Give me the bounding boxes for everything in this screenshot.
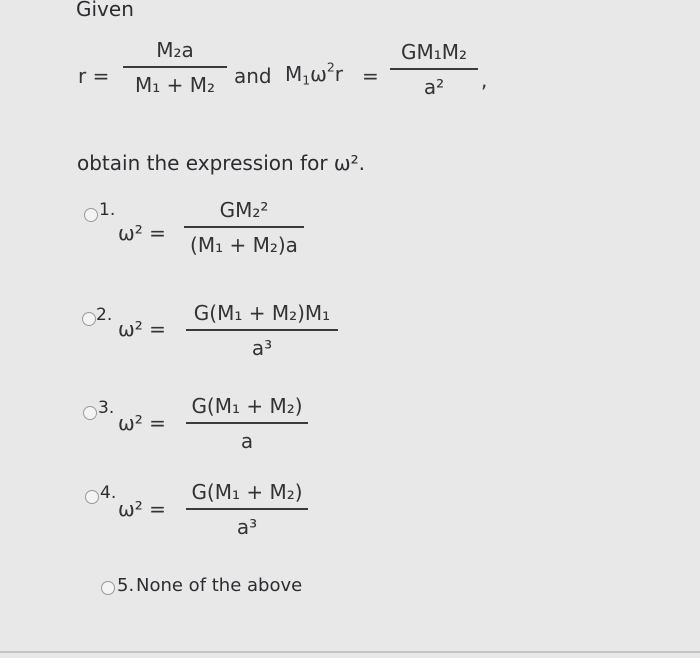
option-numerator: G(M₁ + M₂)M₁	[193, 301, 331, 325]
option-fraction	[186, 303, 338, 358]
gravity-numerator: GM₁M₂	[400, 40, 468, 64]
r-numerator: M₂a	[156, 38, 194, 62]
question-text: obtain the expression for ω².	[77, 151, 366, 175]
option-number: 1.	[99, 200, 116, 220]
fraction-bar	[184, 226, 304, 228]
radio-button[interactable]	[85, 490, 99, 504]
option-fraction	[184, 200, 304, 255]
r-lhs: r =	[78, 64, 110, 88]
option-denominator: a³	[236, 515, 258, 539]
gravity-fraction	[390, 42, 478, 97]
radio-button[interactable]	[82, 312, 96, 326]
fraction-bar	[123, 66, 227, 68]
and-text: and	[234, 64, 272, 88]
gravity-denominator: a²	[423, 75, 445, 99]
option-lhs: ω² =	[118, 317, 166, 341]
fraction-bar	[186, 422, 308, 424]
fraction-bar	[390, 68, 478, 70]
option-denominator: a³	[251, 336, 273, 360]
option-denominator: (M₁ + M₂)a	[190, 233, 298, 257]
option-fraction	[186, 396, 308, 451]
radio-button[interactable]	[84, 208, 98, 222]
r-fraction	[123, 40, 227, 95]
option-numerator: GM₂²	[219, 198, 269, 222]
divider	[0, 651, 700, 653]
radio-button[interactable]	[83, 406, 97, 420]
option-fraction	[186, 482, 308, 537]
comma: ,	[481, 68, 488, 92]
force-equals: =	[362, 64, 379, 88]
fraction-bar	[186, 329, 338, 331]
option-number: 4.	[100, 483, 117, 503]
option-number: 3.	[98, 398, 115, 418]
page-title: Given	[76, 0, 134, 21]
force-lhs: $M_1\omega^2r$	[285, 59, 344, 88]
option-denominator: a	[240, 429, 254, 453]
option-text: None of the above	[136, 575, 303, 596]
r-denominator: M₁ + M₂	[134, 73, 216, 97]
option-numerator: G(M₁ + M₂)	[191, 394, 303, 418]
option-lhs: ω² =	[118, 497, 166, 521]
option-lhs: ω² =	[118, 411, 166, 435]
option-numerator: G(M₁ + M₂)	[191, 480, 303, 504]
fraction-bar	[186, 508, 308, 510]
option-number: 5.	[117, 575, 135, 596]
option-number: 2.	[96, 305, 113, 325]
option-lhs: ω² =	[118, 221, 166, 245]
radio-button[interactable]	[101, 581, 115, 595]
